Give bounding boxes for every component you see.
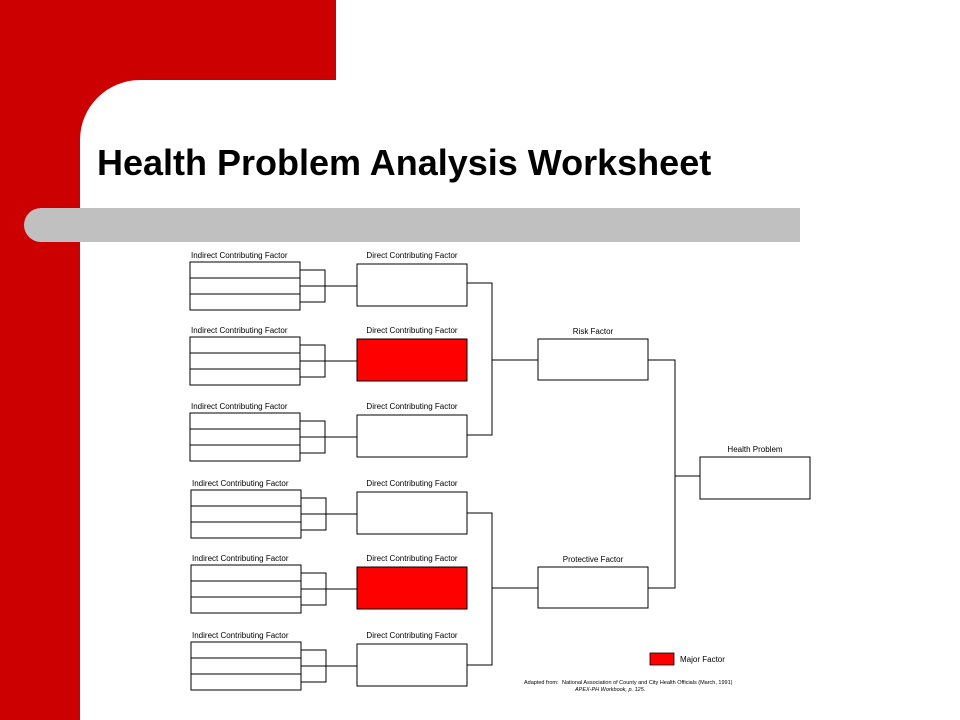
indirect-factor-label: Indirect Contributing Factor <box>192 479 289 488</box>
adapted-from-workbook: APEX-PH Workbook, p. 125. <box>575 687 646 693</box>
adapted-from-prefix: Adapted from: <box>524 680 559 686</box>
protective-factor-label: Protective Factor <box>562 555 624 564</box>
major-factor-swatch <box>650 653 674 665</box>
indirect-factor-label: Indirect Contributing Factor <box>191 251 288 260</box>
indirect-factor-box <box>191 642 301 690</box>
indirect-factor-box <box>190 262 300 310</box>
direct-factor-box-major <box>357 339 467 381</box>
indirect-to-direct-connector <box>300 421 357 453</box>
indirect-factor-label: Indirect Contributing Factor <box>191 402 288 411</box>
indirect-factor-label: Indirect Contributing Factor <box>191 326 288 335</box>
major-factor-legend-label: Major Factor <box>680 655 725 664</box>
risk-connector <box>467 283 538 435</box>
direct-factor-label: Direct Contributing Factor <box>366 402 458 411</box>
direct-factor-box <box>357 492 467 534</box>
indirect-factor-box <box>191 565 301 613</box>
indirect-to-direct-connector <box>301 650 357 682</box>
direct-factor-label: Direct Contributing Factor <box>366 554 458 563</box>
health-problem-box <box>700 457 810 499</box>
indirect-to-direct-connector <box>300 270 357 302</box>
indirect-to-direct-connector <box>300 345 357 377</box>
indirect-factor-label: Indirect Contributing Factor <box>192 631 289 640</box>
indirect-to-direct-connector <box>301 573 357 605</box>
direct-factor-label: Direct Contributing Factor <box>366 479 458 488</box>
page-title: Health Problem Analysis Worksheet <box>97 142 712 183</box>
indirect-factor-box <box>191 490 301 538</box>
risk-factor-box <box>538 339 648 380</box>
protective-connector <box>467 513 538 665</box>
direct-factor-box <box>357 264 467 306</box>
protective-factor-box <box>538 567 648 608</box>
direct-factor-box <box>357 644 467 686</box>
indirect-to-direct-connector <box>301 498 357 530</box>
adapted-from-source: National Association of County and City Health Officials (March, 1991) <box>562 680 733 686</box>
direct-factor-label: Direct Contributing Factor <box>366 326 458 335</box>
indirect-factor-box <box>190 413 300 461</box>
indirect-factor-box <box>190 337 300 385</box>
risk-factor-label: Risk Factor <box>572 327 614 336</box>
direct-factor-label: Direct Contributing Factor <box>366 631 458 640</box>
health-problem-connector <box>648 360 700 588</box>
indirect-factor-label: Indirect Contributing Factor <box>192 554 289 563</box>
direct-factor-box-major <box>357 567 467 609</box>
direct-factor-label: Direct Contributing Factor <box>366 251 458 260</box>
direct-factor-box <box>357 415 467 457</box>
health-problem-label: Health Problem <box>727 445 783 454</box>
